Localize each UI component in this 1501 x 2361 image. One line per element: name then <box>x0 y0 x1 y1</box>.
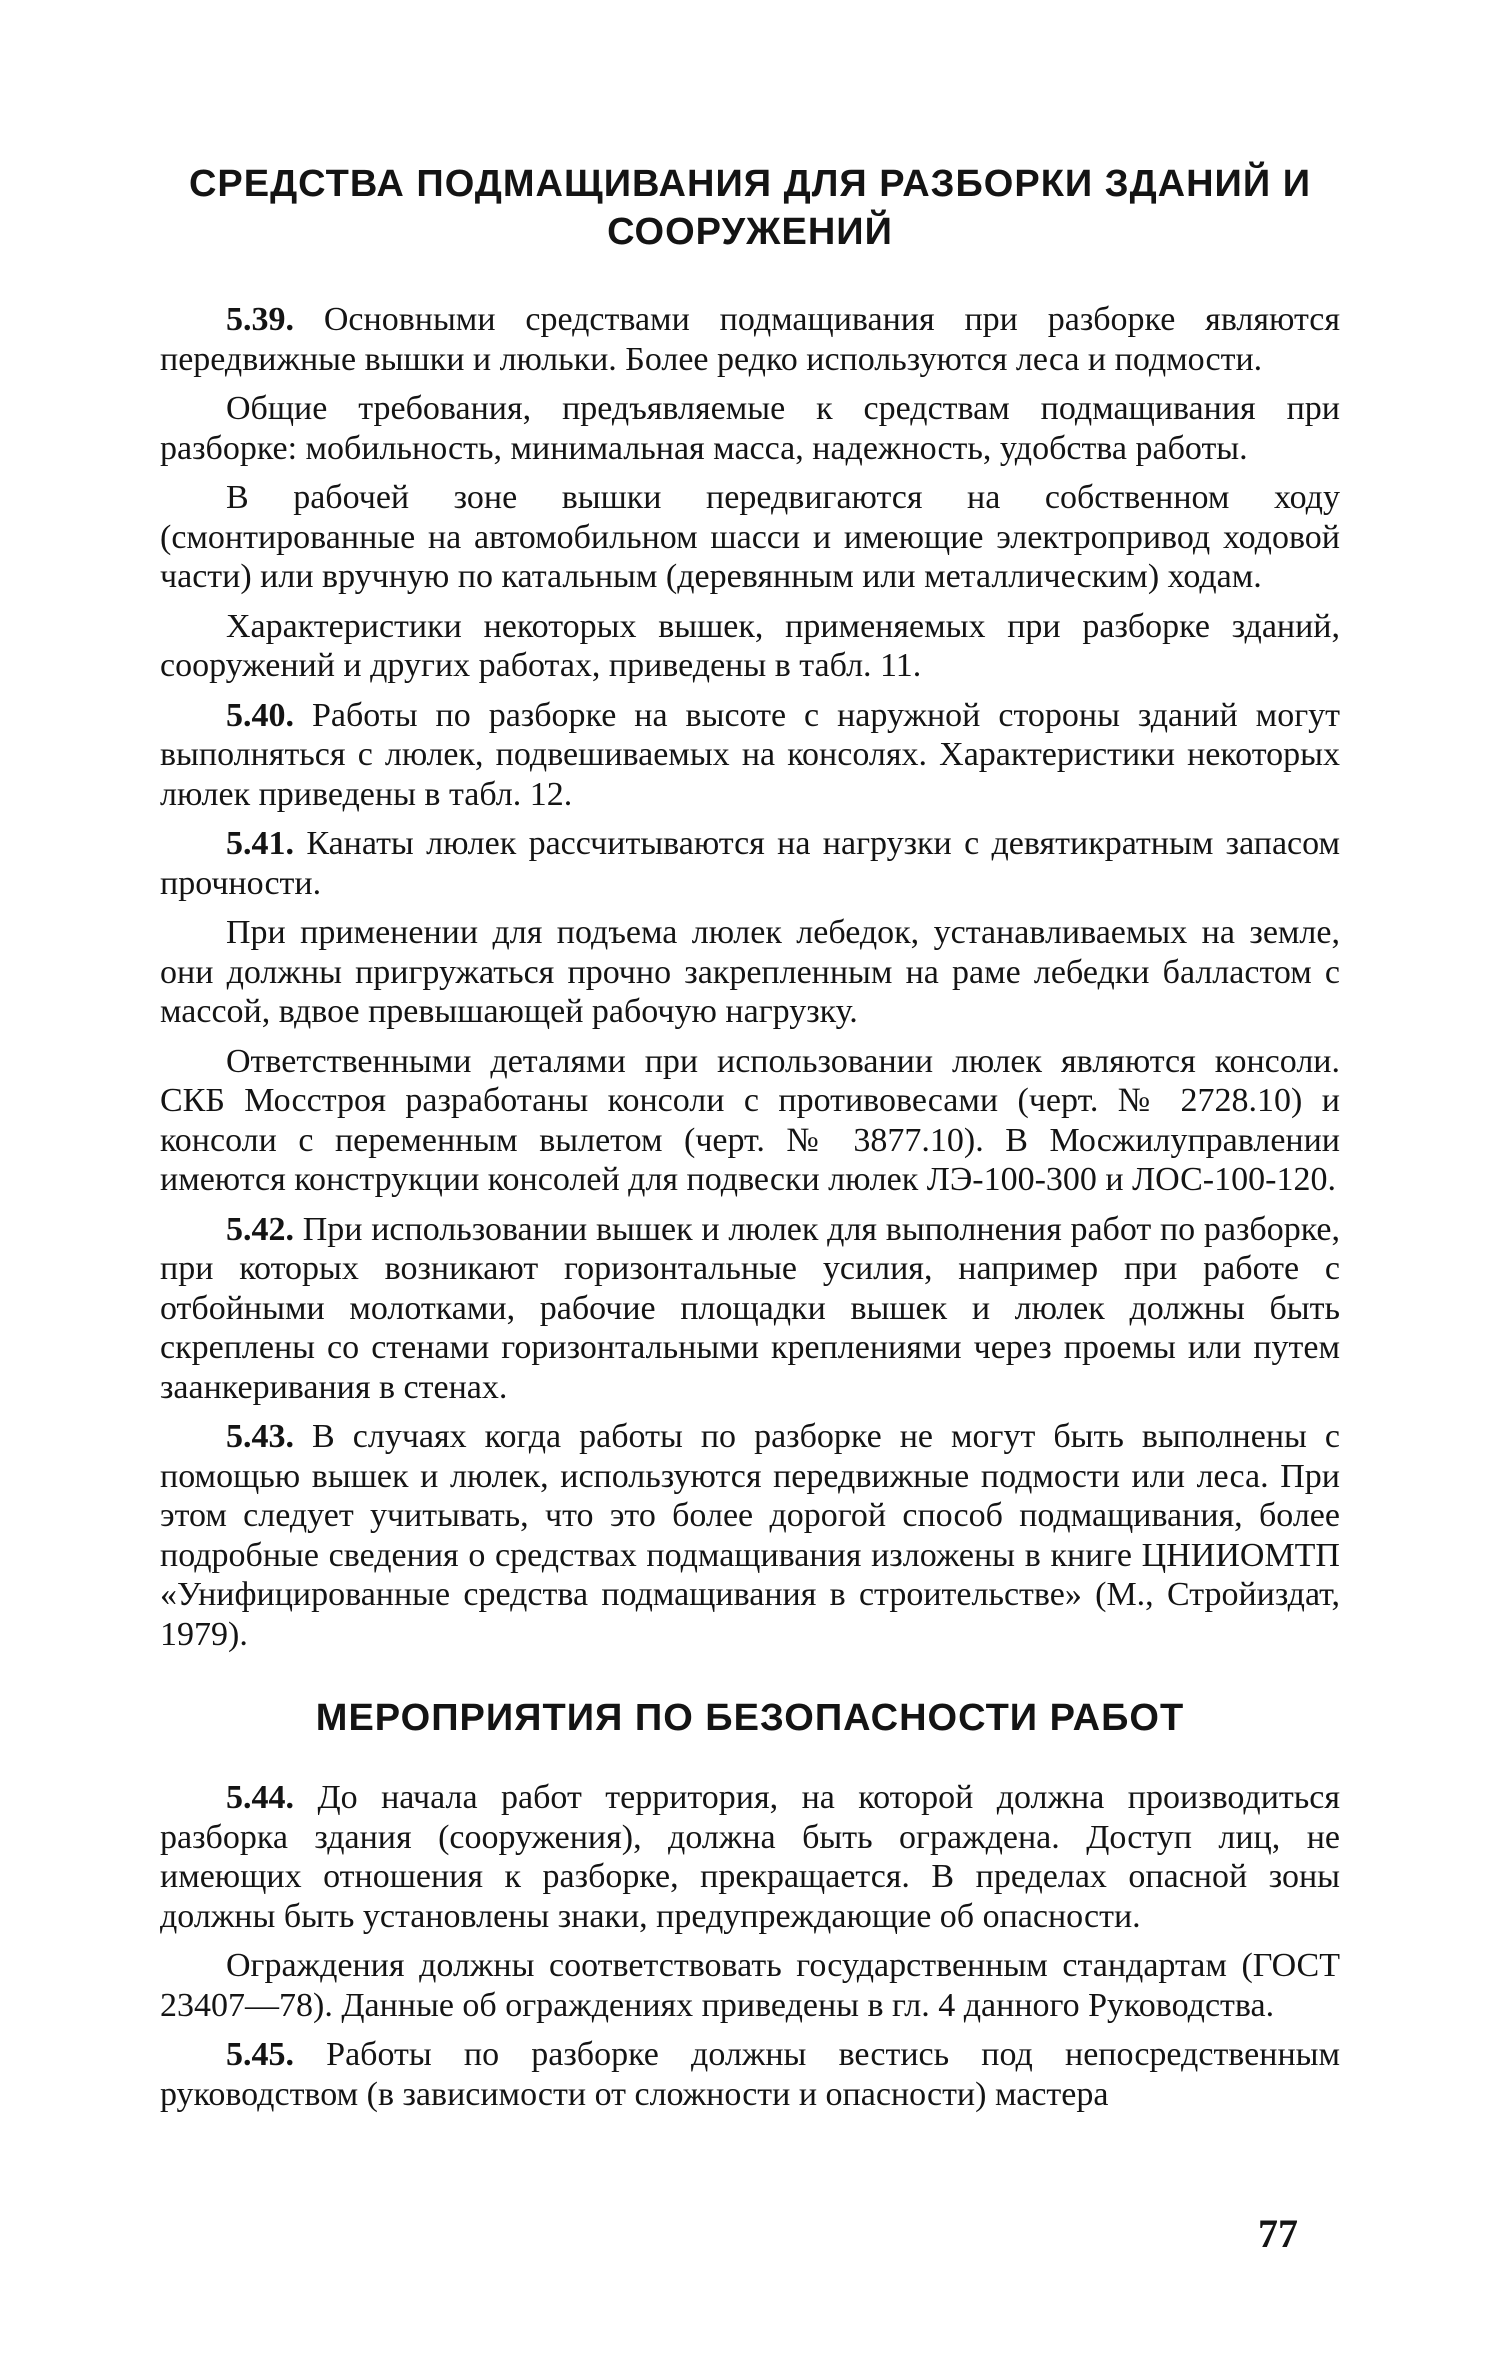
paragraph-text: В рабочей зоне вышки передвигаются на собственном ходу (смонтированные на автомобильном шасси и имеющие электропривод ходовой части) или вручную по катальным (деревянным или металлическим) ходам. <box>160 479 1340 595</box>
paragraph-text: В случаях когда работы по разборке не могут быть выполнены с помощью вышек и люлек, используются передвижные подмости или леса. При этом следует учитывать, что это более дорогой способ подмащивания, более подробные сведения о средствах подмащивания изложены в книге ЦНИИОМТП «Унифицированные средства подмащивания в строительстве» (М., Стройиздат, 1979). <box>160 1418 1340 1653</box>
paragraph <box>160 1946 1340 2025</box>
paragraph-text: Общие требования, предъявляемые к средствам подмащивания при разборке: мобильность, минимальная масса, надежность, удобства работы. <box>160 390 1340 467</box>
paragraph-5-41 <box>160 824 1340 903</box>
paragraph-text: При использовании вышек и люлек для выполнения работ по разборке, при которых возникают горизонтальные усилия, например при работе с отбойными молотками, рабочие площадки вышек и люлек должны быть скреплены со стенами горизонтальными креплениями через проемы или путем заанкеривания в стенах. <box>160 1210 1340 1406</box>
section-heading-safety: МЕРОПРИЯТИЯ ПО БЕЗОПАСНОСТИ РАБОТ <box>315 1697 1185 1739</box>
paragraph <box>160 478 1340 597</box>
paragraph-5-39 <box>160 300 1340 379</box>
section-body-safety <box>160 1778 1340 2114</box>
clause-number: 5.44. <box>226 1779 294 1816</box>
section-heading-scaffolding: СРЕДСТВА ПОДМАЩИВАНИЯ ДЛЯ РАЗБОРКИ ЗДАНИЙ И СООРУЖЕНИЙ <box>188 163 1312 253</box>
paragraph-5-40 <box>160 696 1340 815</box>
paragraph <box>160 389 1340 468</box>
clause-number: 5.43. <box>226 1418 294 1455</box>
section-body-scaffolding <box>160 300 1340 1654</box>
clause-number: 5.42. <box>226 1210 294 1248</box>
paragraph-text: Канаты люлек рассчитываются на нагрузки с девятикратным запасом прочности. <box>160 825 1340 902</box>
clause-number: 5.40. <box>226 696 294 734</box>
paragraph-text: До начала работ территория, на которой должна производиться разборка здания (сооружения), должна быть ограждена. Доступ лиц, не имеющих отношения к разборке, прекращается. В пределах опасной зоны должны быть установлены знаки, предупреждающие об опасности. <box>160 1779 1340 1935</box>
paragraph-text: Характеристики некоторых вышек, применяемых при разборке зданий, сооружений и других работах, приведены в табл. 11. <box>160 607 1340 684</box>
clause-number: 5.39. <box>226 301 294 338</box>
paragraph-5-44 <box>160 1778 1340 1936</box>
paragraph-text: Основными средствами подмащивания при разборке являются передвижные вышки и люльки. Более редко используются леса и подмости. <box>160 301 1340 378</box>
paragraph-5-45 <box>160 2035 1340 2114</box>
paragraph-text: Ответственными деталями при использовании люлек являются консоли. СКБ Мосстроя разработаны консоли с противовесами (черт. № 2728.10) и консоли с переменным вылетом (черт. № 3877.10). В Мосжилуправлении имеются конструкции консолей для подвески люлек ЛЭ-100-300 и ЛОС-100-120. <box>160 1042 1340 1198</box>
paragraph-text: Работы по разборке должны вестись под непосредственным руководством (в зависимости от сложности и опасности) мастера <box>160 2036 1340 2113</box>
paragraph-5-43 <box>160 1417 1340 1654</box>
paragraph <box>160 1042 1340 1200</box>
clause-number: 5.41. <box>226 825 294 862</box>
document-page <box>160 150 1340 2124</box>
paragraph-5-42 <box>160 1210 1340 1408</box>
paragraph-text: При применении для подъема люлек лебедок, устанавливаемых на земле, они должны пригружаться прочно закрепленным на раме лебедки балластом с массой, вдвое превышающей рабочую нагрузку. <box>160 914 1340 1030</box>
paragraph <box>160 607 1340 686</box>
clause-number: 5.45. <box>226 2036 294 2073</box>
page-number: 77 <box>1258 2211 1298 2256</box>
paragraph-text: Работы по разборке на высоте с наружной стороны зданий могут выполняться с люлек, подвешиваемых на консолях. Характеристики некоторых люлек приведены в табл. 12. <box>160 696 1340 813</box>
paragraph-text: Ограждения должны соответствовать государственным стандартам (ГОСТ 23407—78). Данные об ограждениях приведены в гл. 4 данного Руководства. <box>160 1947 1340 2024</box>
paragraph <box>160 913 1340 1032</box>
